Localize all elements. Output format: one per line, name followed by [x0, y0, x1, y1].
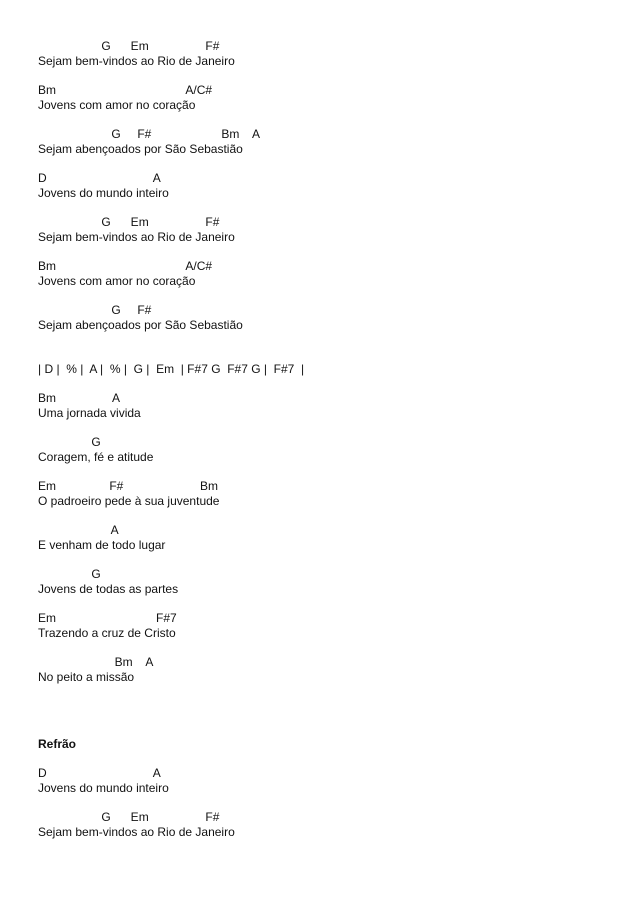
chord-line: G Em F# — [38, 810, 220, 824]
chord-line: D A — [38, 171, 161, 185]
lyric-line: Jovens com amor no coração — [38, 98, 196, 112]
lyric-line: Sejam abençoados por São Sebastião — [38, 142, 243, 156]
chord-line: Bm A/C# — [38, 83, 213, 97]
chord-line: G F# — [38, 303, 152, 317]
chord-line: Bm A/C# — [38, 259, 213, 273]
chord-line: Em F#7 — [38, 611, 177, 625]
lyric-line: Uma jornada vivida — [38, 406, 141, 420]
lyric-line: Trazendo a cruz de Cristo — [38, 626, 176, 640]
lyric-line: Jovens com amor no coração — [38, 274, 196, 288]
lyric-line: Sejam bem-vindos ao Rio de Janeiro — [38, 230, 235, 244]
chord-line: D A — [38, 766, 161, 780]
chord-line: G — [38, 567, 101, 581]
chord-line: G F# Bm A — [38, 127, 261, 141]
chord-line: G Em F# — [38, 215, 220, 229]
lyric-line: Sejam abençoados por São Sebastião — [38, 318, 243, 332]
chord-line: G Em F# — [38, 39, 220, 53]
chord-line: Bm A — [38, 391, 121, 405]
section-heading-refrao: Refrão — [38, 737, 77, 751]
lyric-line: Sejam bem-vindos ao Rio de Janeiro — [38, 825, 235, 839]
lyric-line: No peito a missão — [38, 670, 135, 684]
lyric-line: E venham de todo lugar — [38, 538, 166, 552]
chord-line: Em F# Bm — [38, 479, 219, 493]
lyric-line: Jovens do mundo inteiro — [38, 186, 169, 200]
lyric-line: Jovens do mundo inteiro — [38, 781, 169, 795]
chord-line: Bm A — [38, 655, 154, 669]
lyric-line: Coragem, fé e atitude — [38, 450, 154, 464]
chord-progression-line: | D | % | A | % | G | Em | F#7 G F#7 G | F#7 | — [38, 362, 305, 376]
lyric-line: Jovens de todas as partes — [38, 582, 179, 596]
lyric-line: O padroeiro pede à sua juventude — [38, 494, 220, 508]
lyric-line: Sejam bem-vindos ao Rio de Janeiro — [38, 54, 235, 68]
chord-line: G — [38, 435, 101, 449]
chord-line: A — [38, 523, 119, 537]
